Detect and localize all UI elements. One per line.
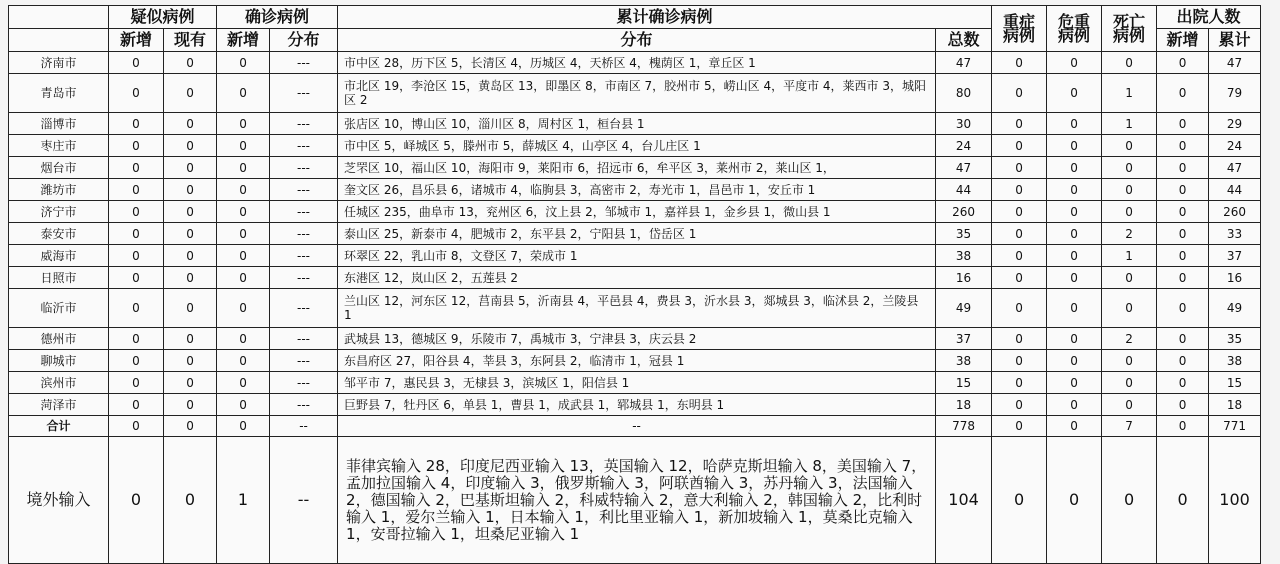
cumulative-distribution-cell: 奎文区 26，昌乐县 6，诸城市 4，临朐县 3，高密市 2，寿光市 1，昌邑市 1，安丘市 1	[338, 179, 936, 201]
critical-cell: 0	[1047, 245, 1102, 267]
header-cumulative: 累计确诊病例	[338, 6, 992, 29]
confirmed-new-cell: 0	[217, 372, 270, 394]
critical-cell: 0	[1047, 223, 1102, 245]
suspect-existing-cell: 0	[164, 245, 217, 267]
suspect-existing-cell: 0	[164, 267, 217, 289]
discharged-cumulative-cell: 38	[1209, 350, 1261, 372]
severe-cell: 0	[992, 372, 1047, 394]
discharged-cumulative-cell: 44	[1209, 179, 1261, 201]
suspect-new-cell: 0	[109, 157, 164, 179]
total-cell: 104	[936, 437, 992, 564]
city-cell: 烟台市	[9, 157, 109, 179]
death-cell: 0	[1102, 350, 1157, 372]
header-cumulative-total: 总数	[936, 29, 992, 52]
severe-cell: 0	[992, 328, 1047, 350]
death-cell: 1	[1102, 74, 1157, 113]
severe-cell: 0	[992, 223, 1047, 245]
suspect-new-cell: 0	[109, 135, 164, 157]
severe-cell: 0	[992, 245, 1047, 267]
suspect-existing-cell: 0	[164, 289, 217, 328]
city-cell: 威海市	[9, 245, 109, 267]
confirmed-new-cell: 0	[217, 157, 270, 179]
header-confirmed-distribution: 分布	[270, 29, 338, 52]
discharged-new-cell: 0	[1157, 135, 1209, 157]
confirmed-distribution-cell: ---	[270, 350, 338, 372]
discharged-new-cell: 0	[1157, 416, 1209, 437]
confirmed-new-cell: 0	[217, 416, 270, 437]
critical-cell: 0	[1047, 157, 1102, 179]
cumulative-distribution-cell: 环翠区 22，乳山市 8，文登区 7，荣成市 1	[338, 245, 936, 267]
death-cell: 1	[1102, 113, 1157, 135]
total-cell: 24	[936, 135, 992, 157]
severe-cell: 0	[992, 201, 1047, 223]
city-cell: 潍坊市	[9, 179, 109, 201]
header-cumulative-distribution: 分布	[338, 29, 936, 52]
total-cell: 15	[936, 372, 992, 394]
severe-cell: 0	[992, 416, 1047, 437]
suspect-existing-cell: 0	[164, 223, 217, 245]
cumulative-distribution-cell: 泰山区 25，新泰市 4，肥城市 2，东平县 2，宁阳县 1，岱岳区 1	[338, 223, 936, 245]
death-cell: 0	[1102, 52, 1157, 74]
death-cell: 7	[1102, 416, 1157, 437]
suspect-new-cell: 0	[109, 328, 164, 350]
severe-cell: 0	[992, 350, 1047, 372]
cumulative-distribution-cell: 市中区 28，历下区 5，长清区 4，历城区 4，天桥区 4，槐荫区 1，章丘区 1	[338, 52, 936, 74]
confirmed-distribution-cell: ---	[270, 394, 338, 416]
death-cell: 0	[1102, 179, 1157, 201]
confirmed-distribution-cell: ---	[270, 52, 338, 74]
header-death	[1102, 6, 1157, 52]
confirmed-new-cell: 0	[217, 289, 270, 328]
confirmed-new-cell: 1	[217, 437, 270, 564]
city-cell: 淄博市	[9, 113, 109, 135]
header-discharged-new: 新增	[1157, 29, 1209, 52]
suspect-new-cell: 0	[109, 201, 164, 223]
table-body	[9, 52, 1261, 564]
confirmed-distribution-cell: ---	[270, 267, 338, 289]
discharged-new-cell: 0	[1157, 437, 1209, 564]
city-cell: 济南市	[9, 52, 109, 74]
suspect-new-cell: 0	[109, 223, 164, 245]
total-cell: 49	[936, 289, 992, 328]
critical-cell: 0	[1047, 437, 1102, 564]
header-discharged: 出院人数	[1157, 6, 1261, 29]
epidemic-statistics-table-container	[8, 5, 1260, 564]
city-cell: 枣庄市	[9, 135, 109, 157]
confirmed-distribution-cell: --	[270, 437, 338, 564]
table-row	[9, 350, 1261, 372]
suspect-new-cell: 0	[109, 289, 164, 328]
header-death-bottom: 病例	[1113, 25, 1146, 45]
death-cell: 0	[1102, 289, 1157, 328]
suspect-existing-cell: 0	[164, 52, 217, 74]
header-death-top: 死亡	[1113, 11, 1146, 31]
cumulative-distribution-cell: 东昌府区 27，阳谷县 4，莘县 3，东阿县 2，临清市 1，冠县 1	[338, 350, 936, 372]
critical-cell: 0	[1047, 416, 1102, 437]
discharged-new-cell: 0	[1157, 328, 1209, 350]
header-suspect-existing: 现有	[164, 29, 217, 52]
table-row	[9, 74, 1261, 113]
city-cell: 德州市	[9, 328, 109, 350]
table-row	[9, 157, 1261, 179]
imported-row	[9, 437, 1261, 564]
total-cell: 30	[936, 113, 992, 135]
cumulative-distribution-cell: 市中区 5，峄城区 5，滕州市 5，薛城区 4，山亭区 4，台儿庄区 1	[338, 135, 936, 157]
confirmed-new-cell: 0	[217, 179, 270, 201]
cumulative-distribution-cell: 巨野县 7，牡丹区 6，单县 1，曹县 1，成武县 1，郓城县 1，东明县 1	[338, 394, 936, 416]
discharged-new-cell: 0	[1157, 52, 1209, 74]
discharged-cumulative-cell: 771	[1209, 416, 1261, 437]
confirmed-distribution-cell: ---	[270, 245, 338, 267]
critical-cell: 0	[1047, 74, 1102, 113]
suspect-new-cell: 0	[109, 267, 164, 289]
city-cell: 菏泽市	[9, 394, 109, 416]
cumulative-distribution-cell: 武城县 13，德城区 9，乐陵市 7，禹城市 3，宁津县 3，庆云县 2	[338, 328, 936, 350]
suspect-new-cell: 0	[109, 113, 164, 135]
critical-cell: 0	[1047, 289, 1102, 328]
critical-cell: 0	[1047, 267, 1102, 289]
critical-cell: 0	[1047, 350, 1102, 372]
table-row	[9, 245, 1261, 267]
discharged-cumulative-cell: 100	[1209, 437, 1261, 564]
table-row	[9, 135, 1261, 157]
suspect-new-cell: 0	[109, 416, 164, 437]
header-discharged-cumulative: 累计	[1209, 29, 1261, 52]
suspect-new-cell: 0	[109, 372, 164, 394]
total-cell: 35	[936, 223, 992, 245]
table-row	[9, 52, 1261, 74]
total-cell: 44	[936, 179, 992, 201]
confirmed-distribution-cell: ---	[270, 135, 338, 157]
discharged-cumulative-cell: 79	[1209, 74, 1261, 113]
discharged-cumulative-cell: 35	[1209, 328, 1261, 350]
header-severe-bottom: 病例	[1003, 25, 1036, 45]
critical-cell: 0	[1047, 328, 1102, 350]
death-cell: 0	[1102, 437, 1157, 564]
city-cell: 滨州市	[9, 372, 109, 394]
table-row	[9, 179, 1261, 201]
discharged-new-cell: 0	[1157, 74, 1209, 113]
death-cell: 0	[1102, 267, 1157, 289]
suspect-new-cell: 0	[109, 179, 164, 201]
discharged-new-cell: 0	[1157, 223, 1209, 245]
suspect-new-cell: 0	[109, 394, 164, 416]
table-row	[9, 113, 1261, 135]
severe-cell: 0	[992, 394, 1047, 416]
confirmed-distribution-cell: ---	[270, 223, 338, 245]
header-suspect: 疑似病例	[109, 6, 217, 29]
cumulative-distribution-cell: 菲律宾输入 28，印度尼西亚输入 13，英国输入 12，哈萨克斯坦输入 8，美国输入 7，孟加拉国输入 4，印度输入 3，俄罗斯输入 3，阿联酋输入 3，苏丹输入 3，法国输入 2，德国输入 2，巴基斯坦输入 2，科威特输入 2，意大利输入 2，韩国输入 2，比利时输入 1，爱尔兰输入 1，日本输入 1，利比里亚输入 1，新加坡输入 1，莫桑比克输入 1，安哥拉输入 1，坦桑尼亚输入 1	[338, 437, 936, 564]
severe-cell: 0	[992, 52, 1047, 74]
confirmed-new-cell: 0	[217, 328, 270, 350]
confirmed-new-cell: 0	[217, 267, 270, 289]
suspect-existing-cell: 0	[164, 201, 217, 223]
table-row	[9, 223, 1261, 245]
city-cell: 济宁市	[9, 201, 109, 223]
discharged-new-cell: 0	[1157, 179, 1209, 201]
suspect-new-cell: 0	[109, 437, 164, 564]
discharged-cumulative-cell: 18	[1209, 394, 1261, 416]
confirmed-new-cell: 0	[217, 113, 270, 135]
table-row	[9, 394, 1261, 416]
discharged-cumulative-cell: 24	[1209, 135, 1261, 157]
total-cell: 47	[936, 52, 992, 74]
confirmed-distribution-cell: ---	[270, 179, 338, 201]
suspect-existing-cell: 0	[164, 416, 217, 437]
confirmed-new-cell: 0	[217, 201, 270, 223]
suspect-new-cell: 0	[109, 52, 164, 74]
discharged-cumulative-cell: 260	[1209, 201, 1261, 223]
suspect-new-cell: 0	[109, 245, 164, 267]
epidemic-statistics-table	[8, 5, 1261, 564]
suspect-existing-cell: 0	[164, 179, 217, 201]
header-row-1	[9, 6, 1261, 29]
confirmed-new-cell: 0	[217, 394, 270, 416]
suspect-new-cell: 0	[109, 350, 164, 372]
severe-cell: 0	[992, 157, 1047, 179]
header-severe-top: 重症	[1003, 11, 1036, 31]
confirmed-distribution-cell: ---	[270, 113, 338, 135]
header-suspect-new: 新增	[109, 29, 164, 52]
cumulative-distribution-cell: 市北区 19，李沧区 15，黄岛区 13，即墨区 8，市南区 7，胶州市 5，崂山区 4，平度市 4，莱西市 3，城阳区 2	[338, 74, 936, 113]
critical-cell: 0	[1047, 135, 1102, 157]
header-critical-top: 危重	[1058, 11, 1091, 31]
total-cell: 37	[936, 328, 992, 350]
cumulative-distribution-cell: --	[338, 416, 936, 437]
suspect-new-cell: 0	[109, 74, 164, 113]
confirmed-distribution-cell: ---	[270, 74, 338, 113]
city-cell: 青岛市	[9, 74, 109, 113]
suspect-existing-cell: 0	[164, 74, 217, 113]
discharged-cumulative-cell: 47	[1209, 52, 1261, 74]
suspect-existing-cell: 0	[164, 350, 217, 372]
header-blank	[9, 6, 109, 29]
header-severe	[992, 6, 1047, 52]
discharged-new-cell: 0	[1157, 113, 1209, 135]
severe-cell: 0	[992, 179, 1047, 201]
header-blank-2	[9, 29, 109, 52]
cumulative-distribution-cell: 芝罘区 10，福山区 10，海阳市 9，莱阳市 6，招远市 6，牟平区 3，莱州市 2，莱山区 1，	[338, 157, 936, 179]
total-cell: 47	[936, 157, 992, 179]
confirmed-distribution-cell: ---	[270, 201, 338, 223]
death-cell: 0	[1102, 201, 1157, 223]
confirmed-new-cell: 0	[217, 245, 270, 267]
death-cell: 0	[1102, 372, 1157, 394]
cumulative-distribution-cell: 兰山区 12，河东区 12，莒南县 5，沂南县 4，平邑县 4，费县 3，沂水县 3，郯城县 3，临沭县 2，兰陵县 1	[338, 289, 936, 328]
total-cell: 38	[936, 350, 992, 372]
table-row	[9, 372, 1261, 394]
severe-cell: 0	[992, 437, 1047, 564]
confirmed-new-cell: 0	[217, 350, 270, 372]
total-cell: 260	[936, 201, 992, 223]
confirmed-new-cell: 0	[217, 74, 270, 113]
cumulative-distribution-cell: 东港区 12，岚山区 2，五莲县 2	[338, 267, 936, 289]
city-cell: 泰安市	[9, 223, 109, 245]
discharged-new-cell: 0	[1157, 267, 1209, 289]
suspect-existing-cell: 0	[164, 394, 217, 416]
discharged-new-cell: 0	[1157, 372, 1209, 394]
imported-label-cell: 境外输入	[9, 437, 109, 564]
discharged-cumulative-cell: 16	[1209, 267, 1261, 289]
discharged-new-cell: 0	[1157, 201, 1209, 223]
confirmed-new-cell: 0	[217, 135, 270, 157]
critical-cell: 0	[1047, 113, 1102, 135]
critical-cell: 0	[1047, 394, 1102, 416]
cumulative-distribution-cell: 任城区 235，曲阜市 13，兖州区 6，汶上县 2，邹城市 1，嘉祥县 1，金乡县 1，微山县 1	[338, 201, 936, 223]
discharged-cumulative-cell: 29	[1209, 113, 1261, 135]
discharged-cumulative-cell: 47	[1209, 157, 1261, 179]
severe-cell: 0	[992, 289, 1047, 328]
suspect-existing-cell: 0	[164, 328, 217, 350]
city-cell: 日照市	[9, 267, 109, 289]
severe-cell: 0	[992, 113, 1047, 135]
critical-cell: 0	[1047, 372, 1102, 394]
header-critical	[1047, 6, 1102, 52]
suspect-existing-cell: 0	[164, 157, 217, 179]
header-critical-bottom: 病例	[1058, 25, 1091, 45]
discharged-new-cell: 0	[1157, 245, 1209, 267]
suspect-existing-cell: 0	[164, 372, 217, 394]
discharged-new-cell: 0	[1157, 394, 1209, 416]
total-cell: 80	[936, 74, 992, 113]
table-row	[9, 328, 1261, 350]
cumulative-distribution-cell: 张店区 10，博山区 10，淄川区 8，周村区 1，桓台县 1	[338, 113, 936, 135]
suspect-existing-cell: 0	[164, 113, 217, 135]
total-cell: 38	[936, 245, 992, 267]
discharged-cumulative-cell: 33	[1209, 223, 1261, 245]
discharged-cumulative-cell: 49	[1209, 289, 1261, 328]
total-cell: 778	[936, 416, 992, 437]
total-cell: 16	[936, 267, 992, 289]
suspect-existing-cell: 0	[164, 135, 217, 157]
discharged-cumulative-cell: 37	[1209, 245, 1261, 267]
confirmed-distribution-cell: --	[270, 416, 338, 437]
discharged-cumulative-cell: 15	[1209, 372, 1261, 394]
critical-cell: 0	[1047, 179, 1102, 201]
total-cell: 18	[936, 394, 992, 416]
city-cell: 临沂市	[9, 289, 109, 328]
death-cell: 2	[1102, 223, 1157, 245]
confirmed-distribution-cell: ---	[270, 157, 338, 179]
death-cell: 0	[1102, 394, 1157, 416]
critical-cell: 0	[1047, 201, 1102, 223]
discharged-new-cell: 0	[1157, 350, 1209, 372]
severe-cell: 0	[992, 74, 1047, 113]
death-cell: 2	[1102, 328, 1157, 350]
total-label-cell: 合计	[9, 416, 109, 437]
cumulative-distribution-cell: 邹平市 7，惠民县 3，无棣县 3，滨城区 1，阳信县 1	[338, 372, 936, 394]
header-confirmed: 确诊病例	[217, 6, 338, 29]
death-cell: 0	[1102, 157, 1157, 179]
total-row	[9, 416, 1261, 437]
city-cell: 聊城市	[9, 350, 109, 372]
severe-cell: 0	[992, 267, 1047, 289]
suspect-existing-cell: 0	[164, 437, 217, 564]
confirmed-new-cell: 0	[217, 52, 270, 74]
confirmed-new-cell: 0	[217, 223, 270, 245]
header-confirmed-new: 新增	[217, 29, 270, 52]
death-cell: 1	[1102, 245, 1157, 267]
critical-cell: 0	[1047, 52, 1102, 74]
confirmed-distribution-cell: ---	[270, 328, 338, 350]
death-cell: 0	[1102, 135, 1157, 157]
discharged-new-cell: 0	[1157, 289, 1209, 328]
confirmed-distribution-cell: ---	[270, 372, 338, 394]
table-row	[9, 267, 1261, 289]
table-row	[9, 289, 1261, 328]
table-row	[9, 201, 1261, 223]
severe-cell: 0	[992, 135, 1047, 157]
confirmed-distribution-cell: ---	[270, 289, 338, 328]
discharged-new-cell: 0	[1157, 157, 1209, 179]
